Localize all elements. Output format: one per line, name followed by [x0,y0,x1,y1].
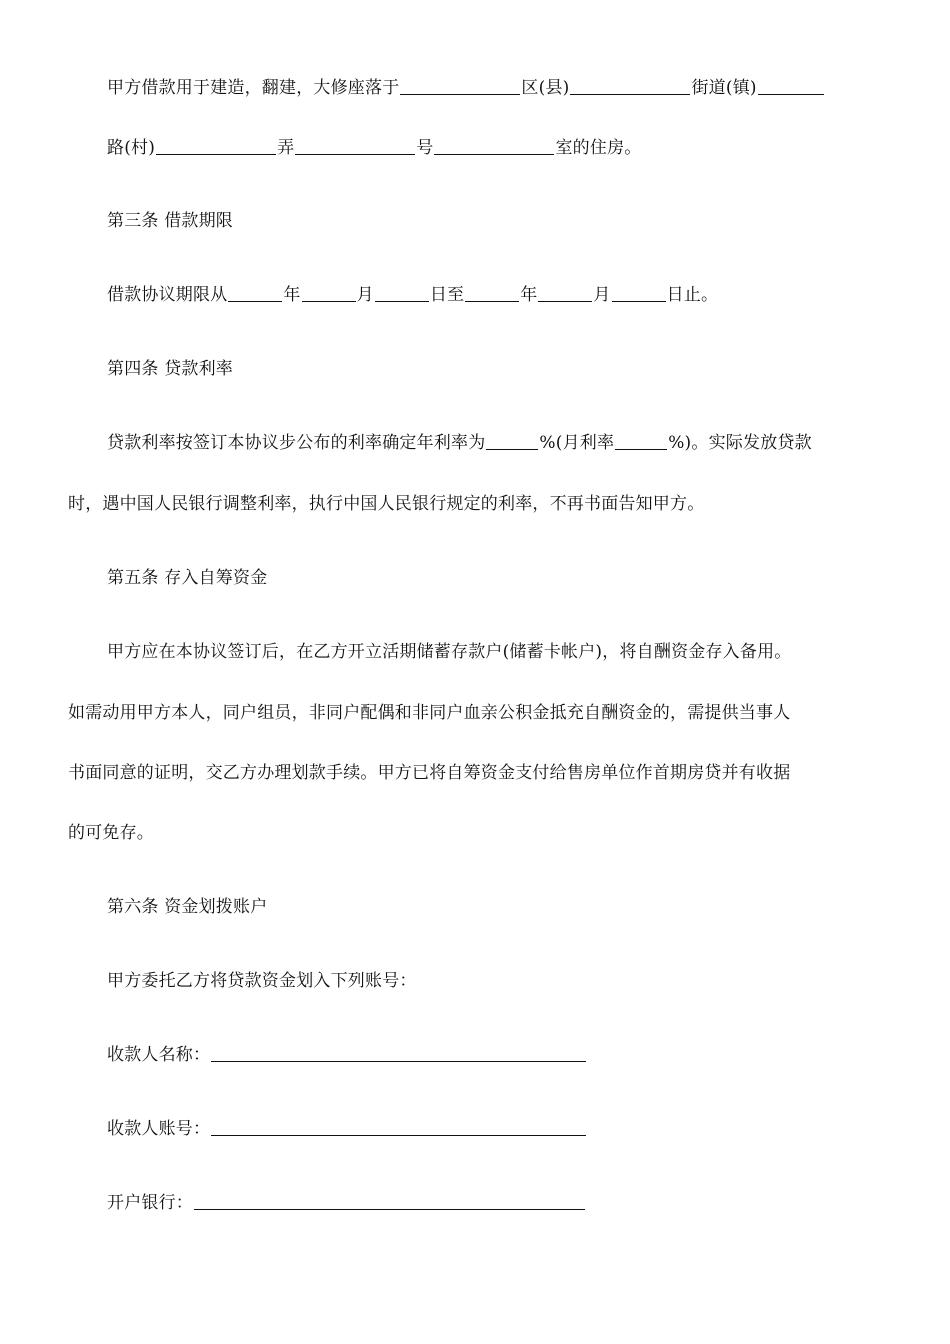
start-month-blank[interactable] [302,283,356,302]
interest-rate-line-1 [0,428,950,458]
article5-line-3: 书面同意的证明，交乙方办理划款手续。甲方已将自筹资金支付给售房单位作首期房贷并有收据 [68,763,791,783]
article4-heading: 第四条 贷款利率 [107,359,234,379]
article5-line-4: 的可免存。 [68,823,154,843]
article6-heading: 第六条 资金划拨账户 [107,897,268,917]
day-end-label: 日止。 [666,285,719,305]
payee-name-row [0,1040,950,1070]
location-line-1 [0,73,950,103]
monthly-rate-label: %(月利率 [539,433,615,453]
payee-account-row [0,1114,950,1144]
payee-account-blank[interactable] [211,1117,586,1136]
monthly-rate-blank[interactable] [615,431,667,450]
month-label-1: 月 [356,285,374,305]
article5-line-1: 甲方应在本协议签订后，在乙方开立活期储蓄存款户(储蓄卡帐户)，将自酬资金存入备用。 [107,642,792,662]
start-year-blank[interactable] [228,283,282,302]
road-blank[interactable] [156,136,276,155]
loan-period-line [0,280,950,310]
day-to-label: 日至 [429,285,465,305]
article6-intro: 甲方委托乙方将贷款资金划入下列账号： [107,971,417,991]
payee-account-label: 收款人账号： [107,1119,211,1139]
end-month-blank[interactable] [538,283,592,302]
month-label-2: 月 [593,285,611,305]
end-day-blank[interactable] [612,283,666,302]
rate-close: %)。实际发放贷款 [668,433,812,453]
district-label: 区(县) [521,78,570,98]
location-prefix: 甲方借款用于建造，翻建，大修座落于 [107,78,400,98]
number-blank[interactable] [434,136,554,155]
district-blank[interactable] [400,76,520,95]
bank-row [0,1188,950,1218]
article5-heading: 第五条 存入自筹资金 [107,568,268,588]
bank-label: 开户银行： [107,1193,193,1213]
start-day-blank[interactable] [375,283,429,302]
street-label: 街道(镇) [691,78,757,98]
location-line-2 [0,133,950,163]
rate-prefix: 贷款利率按签订本协议步公布的利率确定年利率为 [107,433,486,453]
bank-blank[interactable] [194,1191,585,1210]
street-blank[interactable] [570,76,690,95]
annual-rate-blank[interactable] [486,431,538,450]
article5-line-2: 如需动用甲方本人，同户组员，非同户配偶和非同户血亲公积金抵充自酬资金的，需提供当事人 [68,703,791,723]
road-blank-start[interactable] [758,76,824,95]
payee-name-label: 收款人名称： [107,1045,211,1065]
period-prefix: 借款协议期限从 [107,285,228,305]
number-label: 号 [416,138,434,158]
lane-blank[interactable] [295,136,415,155]
year-label-2: 年 [520,285,538,305]
article3-heading: 第三条 借款期限 [107,211,234,231]
payee-name-blank[interactable] [211,1043,586,1062]
end-year-blank[interactable] [465,283,519,302]
room-label: 室的住房。 [555,138,642,158]
year-label-1: 年 [283,285,301,305]
interest-rate-line-2: 时，遇中国人民银行调整利率，执行中国人民银行规定的利率，不再书面告知甲方。 [68,494,705,514]
lane-label: 弄 [277,138,295,158]
road-label: 路(村) [107,138,156,158]
